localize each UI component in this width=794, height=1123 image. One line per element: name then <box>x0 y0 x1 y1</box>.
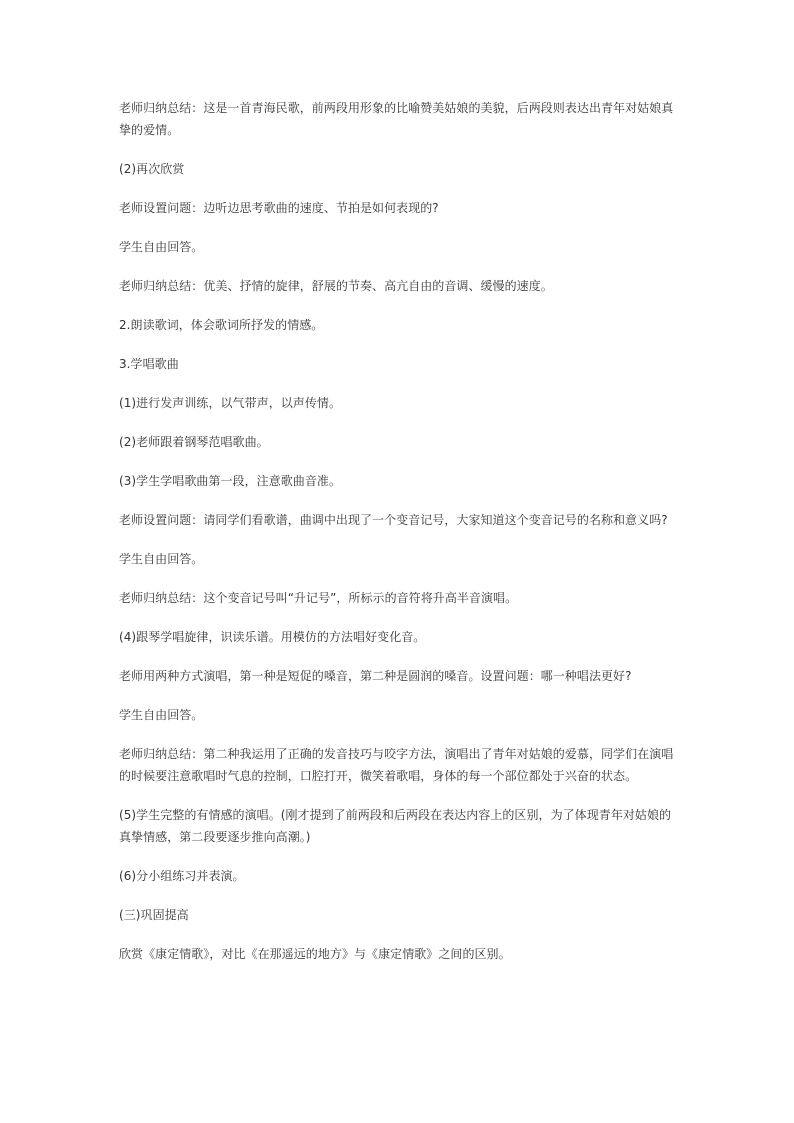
paragraph-teacher-summary-2: 老师归纳总结：优美、抒情的旋律，舒展的节奏、高亢自由的音调、缓慢的速度。 <box>119 279 553 293</box>
paragraph-teacher-question-2: 老师设置问题：请同学们看歌谱，曲调中出现了一个变音记号，大家知道这个变音记号的名称和意义吗? <box>119 513 668 527</box>
paragraph-teacher-summary-1: 老师归纳总结：这是一首青海民歌，前两段用形象的比喻赞美姑娘的美貌，后两段则表达出青年对姑娘真挚的爱情。 <box>119 101 674 137</box>
paragraph-read-lyrics: 2.朗读歌词，体会歌词所抒发的情感。 <box>119 318 324 332</box>
paragraph-complete-performance: (5)学生完整的有情感的演唱。(刚才提到了前两段和后两段在表达内容上的区别，为了体现青年对姑娘的真挚情感，第二段要逐步推向高潮。) <box>119 808 672 844</box>
paragraph-teacher-question-1: 老师设置问题：边听边思考歌曲的速度、节拍是如何表现的? <box>119 201 439 215</box>
paragraph-student-learn-first-section: (3)学生学唱歌曲第一段，注意歌曲音准。 <box>119 474 341 488</box>
paragraph-learn-song: 3.学唱歌曲 <box>119 357 179 371</box>
paragraph-appreciate-song: 欣赏《康定情歌》，对比《在那遥远的地方》与《康定情歌》之间的区别。 <box>119 947 511 961</box>
paragraph-follow-piano: (4)跟琴学唱旋律，识读乐谱。用模仿的方法唱好变化音。 <box>119 630 426 644</box>
paragraph-teacher-model-singing: (2)老师跟着钢琴范唱歌曲。 <box>119 435 269 449</box>
paragraph-listen-again: (2)再次欣赏 <box>119 162 185 176</box>
paragraph-two-singing-methods: 老师用两种方式演唱，第一种是短促的嗓音，第二种是圆润的嗓音。设置问题：哪一种唱法更好? <box>119 669 632 683</box>
paragraph-student-answer-2: 学生自由回答。 <box>119 552 204 566</box>
document-body <box>119 97 675 982</box>
paragraph-student-answer-3: 学生自由回答。 <box>119 708 204 722</box>
paragraph-group-practice: (6)分小组练习并表演。 <box>119 869 245 883</box>
paragraph-vocal-training: (1)进行发声训练，以气带声，以声传情。 <box>119 396 341 410</box>
paragraph-teacher-summary-3: 老师归纳总结：这个变音记号叫“升记号”，所标示的音符将升高半音演唱。 <box>119 591 518 605</box>
paragraph-student-answer-1: 学生自由回答。 <box>119 240 204 254</box>
paragraph-consolidate-heading: (三)巩固提高 <box>119 908 189 922</box>
paragraph-teacher-summary-4: 老师归纳总结：第二种我运用了正确的发音技巧与咬字方法，演唱出了青年对姑娘的爱慕，同学们在演唱的时候要注意歌唱时气息的控制，口腔打开，微笑着歌唱，身体的每一个部位都处于兴奋的状态。 <box>119 747 674 783</box>
